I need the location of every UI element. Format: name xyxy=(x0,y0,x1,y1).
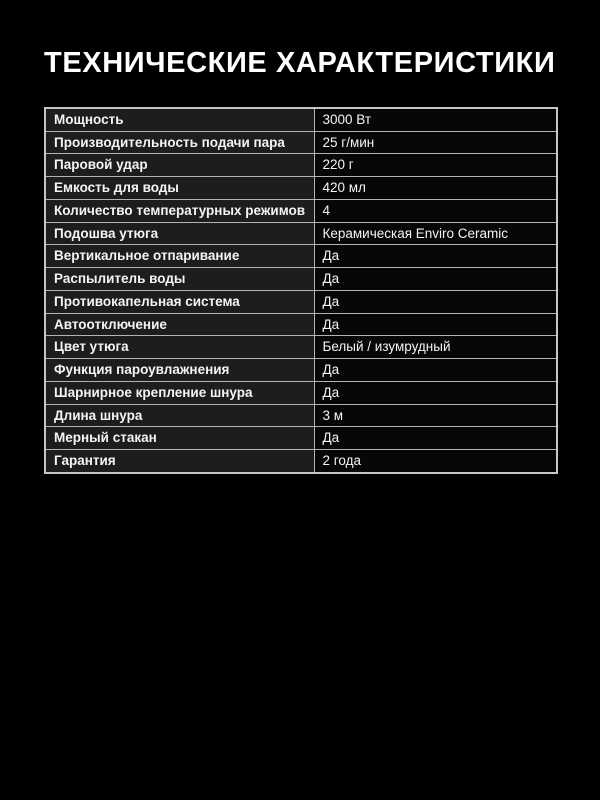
spec-label: Количество температурных режимов xyxy=(45,199,314,222)
spec-value: Да xyxy=(314,268,557,291)
spec-value: Да xyxy=(314,290,557,313)
spec-row xyxy=(45,131,557,154)
spec-label: Подошва утюга xyxy=(45,222,314,245)
spec-label: Гарантия xyxy=(45,450,314,473)
specs-table-body xyxy=(45,108,557,473)
spec-label: Цвет утюга xyxy=(45,336,314,359)
spec-value: 4 xyxy=(314,199,557,222)
spec-value: Да xyxy=(314,427,557,450)
spec-value: 220 г xyxy=(314,154,557,177)
spec-label: Длина шнура xyxy=(45,404,314,427)
spec-row xyxy=(45,222,557,245)
spec-label: Функция пароувлажнения xyxy=(45,359,314,382)
spec-row xyxy=(45,427,557,450)
spec-value: Керамическая Enviro Ceramic xyxy=(314,222,557,245)
page-title: ТЕХНИЧЕСКИЕ ХАРАКТЕРИСТИКИ xyxy=(44,47,556,79)
spec-label: Мерный стакан xyxy=(45,427,314,450)
spec-value: Белый / изумрудный xyxy=(314,336,557,359)
spec-value: Да xyxy=(314,359,557,382)
spec-row xyxy=(45,404,557,427)
spec-label: Мощность xyxy=(45,108,314,131)
spec-value: 3 м xyxy=(314,404,557,427)
spec-row xyxy=(45,359,557,382)
spec-label: Автоотключение xyxy=(45,313,314,336)
spec-row xyxy=(45,381,557,404)
spec-label: Вертикальное отпаривание xyxy=(45,245,314,268)
spec-value: 3000 Вт xyxy=(314,108,557,131)
spec-row xyxy=(45,313,557,336)
spec-value: Да xyxy=(314,381,557,404)
spec-row xyxy=(45,245,557,268)
spec-label: Емкость для воды xyxy=(45,177,314,200)
spec-label: Шарнирное крепление шнура xyxy=(45,381,314,404)
spec-row xyxy=(45,336,557,359)
spec-row xyxy=(45,154,557,177)
spec-value: 2 года xyxy=(314,450,557,473)
spec-row xyxy=(45,268,557,291)
spec-label: Производительность подачи пара xyxy=(45,131,314,154)
spec-label: Противокапельная система xyxy=(45,290,314,313)
spec-row xyxy=(45,177,557,200)
spec-label: Паровой удар xyxy=(45,154,314,177)
spec-row xyxy=(45,450,557,473)
spec-row xyxy=(45,108,557,131)
spec-value: Да xyxy=(314,245,557,268)
spec-row xyxy=(45,290,557,313)
spec-value: Да xyxy=(314,313,557,336)
spec-value: 25 г/мин xyxy=(314,131,557,154)
spec-label: Распылитель воды xyxy=(45,268,314,291)
specs-table xyxy=(44,107,558,474)
spec-row xyxy=(45,199,557,222)
spec-value: 420 мл xyxy=(314,177,557,200)
